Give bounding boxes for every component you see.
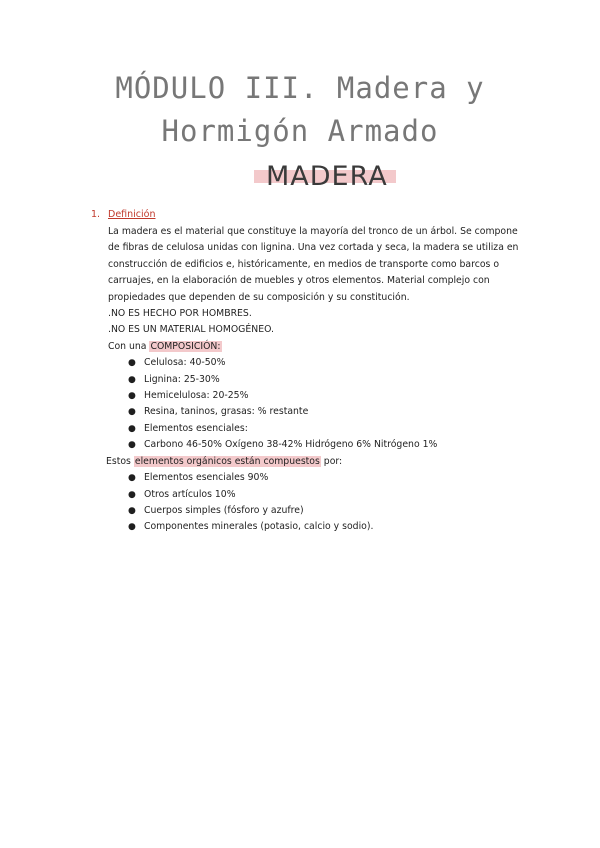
list-item: ● Carbono 46-50% Oxígeno 38-42% Hidrógeno 6% Nitrógeno 1% — [108, 437, 528, 453]
composition-prefix: Con una — [108, 340, 150, 352]
bullet-icon: ● — [128, 489, 136, 500]
section-body — [108, 224, 528, 536]
list-item: ● Resina, taninos, grasas: % restante — [108, 404, 528, 420]
bullet-icon: ● — [128, 440, 136, 451]
title-line-1: MÓDULO III. Madera y — [115, 71, 485, 105]
list-item: ● Componentes minerales (potasio, calcio y sodio). — [108, 519, 528, 535]
title-line-2: Hormigón Armado — [161, 114, 439, 148]
elements-highlight: elementos orgánicos están compuestos — [134, 455, 320, 467]
bullet-icon: ● — [128, 423, 136, 434]
definition-paragraph: La madera es el material que constituye la mayoría del tronco de un árbol. Se compone de fibras de celulosa unidas con lignina. Una vez cortada y seca, la madera se utiliza en construcción de edificios e, históricamente, en medios de transporte como barcos o carruajes, en la elaboración de muebles y otros elementos. Material complejo con propiedades que dependen de su composición y su constitución. — [108, 226, 519, 303]
list-item: ● Otros artículos 10% — [108, 487, 528, 503]
section-heading — [91, 209, 156, 220]
section-number: 1. — [91, 209, 101, 220]
composition-intro — [108, 339, 528, 355]
bullet-icon: ● — [128, 407, 136, 418]
composition-list — [108, 355, 528, 453]
bullet-icon: ● — [128, 473, 136, 484]
elements-suffix: por: — [320, 455, 343, 467]
list-item: ● Celulosa: 40-50% — [108, 355, 528, 371]
list-item: ● Lignina: 25-30% — [108, 372, 528, 388]
elements-list — [108, 470, 528, 536]
subtitle — [254, 162, 388, 192]
list-item: ● Elementos esenciales: — [108, 421, 528, 437]
note-not-homogeneous: .NO ES UN MATERIAL HOMOGÉNEO. — [108, 324, 274, 336]
composition-label: COMPOSICIÓN: — [150, 340, 221, 352]
section-label: Definición — [108, 209, 156, 220]
subtitle-text: MADERA — [266, 161, 388, 192]
list-item: ● Cuerpos simples (fósforo y azufre) — [108, 503, 528, 519]
list-item: ● Hemicelulosa: 20-25% — [108, 388, 528, 404]
elements-intro — [106, 454, 528, 470]
bullet-icon: ● — [128, 374, 136, 385]
note-not-man-made: .NO ES HECHO POR HOMBRES. — [108, 308, 252, 320]
bullet-icon: ● — [128, 522, 136, 533]
list-item: ● Elementos esenciales 90% — [108, 470, 528, 486]
bullet-icon: ● — [128, 505, 136, 516]
elements-prefix: Estos — [106, 455, 134, 467]
bullet-icon: ● — [128, 391, 136, 402]
bullet-icon: ● — [128, 358, 136, 369]
